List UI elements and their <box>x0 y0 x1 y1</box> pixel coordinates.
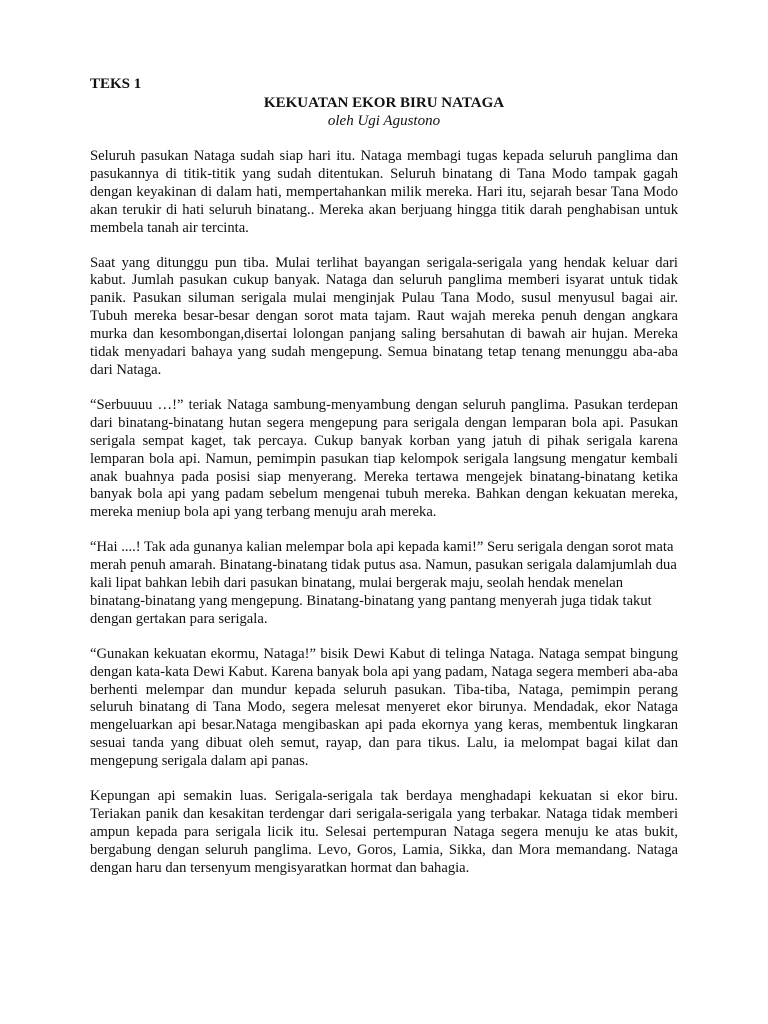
paragraph-1: Seluruh pasukan Nataga sudah siap hari itu. Nataga membagi tugas kepada seluruh panglima dan pasukannya di titik-titik yang sudah ditentukan. Seluruh binatang di Tana Modo tampak gagah dengan keyakinan di dalam hati, mempertahankan milik mereka. Hari itu, sejarah besar Tana Modo akan terukir di hati seluruh binatang.. Mereka akan berjuang hingga titik darah penghabisan untuk membela tanah air tercinta. <box>90 148 678 236</box>
paragraph-5: “Gunakan kekuatan ekormu, Nataga!” bisik Dewi Kabut di telinga Nataga. Nataga sempat bingung dengan kata-kata Dewi Kabut. Karena banyak bola api yang padam, Nataga segera memberi aba-aba berhenti melempar dan mundur kepada seluruh pasukan. Tiba-tiba, Nataga, pemimpin perang seluruh binatang di Tana Modo, segera melesat menyeret ekor birunya. Mendadak, ekor Nataga mengeluarkan api besar.Nataga mengibaskan api pada ekornya yang keras, membentuk lingkaran sesuai tanda yang dibuat oleh semut, rayap, dan para tikus. Lalu, ia melompat bagai kilat dan mengepung serigala dalam api panas. <box>90 645 678 770</box>
paragraph-4: “Hai ....! Tak ada gunanya kalian melempar bola api kepada kami!” Seru serigala dengan sorot mata merah penuh amarah. Binatang-binatang tidak putus asa. Namun, pasukan serigala dalamjumlah dua kali lipat bahkan lebih dari pasukan binatang, mulai bergerak maju, seolah hendak menelan binatang-binatang yang mengepung. Binatang-binatang yang pantang menyerah juga tidak takut dengan gertakan para serigala. <box>90 539 677 627</box>
story-title: KEKUATAN EKOR BIRU NATAGA <box>263 95 505 111</box>
paragraph-2: Saat yang ditunggu pun tiba. Mulai terlihat bayangan serigala-serigala yang hendak keluar dari kabut. Jumlah pasukan cukup banyak. Nataga dan seluruh panglima memberi isyarat untuk tidak panik. Pasukan siluman serigala mulai menginjak Pulau Tana Modo, susul menyusul bagai air. Tubuh mereka besar-besar dengan sorot mata tajam. Raut wajah mereka penuh dengan angkara murka dan kesombongan,disertai lolongan panjang saling bersahutan di bawah air hujan. Mereka tidak menyadari bahaya yang sudah mengepung. Semua binatang tetap tenang menunggu aba-aba dari Nataga. <box>90 254 678 378</box>
paragraph-3: “Serbuuuu …!” teriak Nataga sambung-menyambung dengan seluruh panglima. Pasukan terdepan dari binatang-binatang hutan segera mengepung para serigala dengan lemparan bola api. Pasukan serigala sempat kaget, tak percaya. Cukup banyak korban yang jatuh di pihak serigala karena lemparan bola api. Namun, pemimpin pasukan tiap kelompok serigala langsung mengatur kembali anak buahnya pada posisi siap menyerang. Mereka tertawa mengejek binatang-binatang ketika banyak bola api yang padam sebelum mengenai tubuh mereka. Bahkan dengan kekuatan mereka, mereka meniup bola api yang terbang menuju arah mereka. <box>90 396 678 521</box>
story-author: oleh Ugi Agustono <box>327 113 441 129</box>
paragraph-6: Kepungan api semakin luas. Serigala-serigala tak berdaya menghadapi kekuatan si ekor biru. Teriakan panik dan kesakitan terdengar dari serigala-serigala yang terbakar. Nataga tidak memberi ampun kepada para serigala licik itu. Selesai pertempuran Nataga segera menuju ke atas bukit, bergabung dengan seluruh panglima. Levo, Goros, Lamia, Sikka, dan Mora memandang. Nataga dengan haru dan tersenyum mengisyaratkan hormat dan bahagia. <box>90 788 678 876</box>
document-page <box>90 75 678 895</box>
text-label: TEKS 1 <box>90 76 142 92</box>
